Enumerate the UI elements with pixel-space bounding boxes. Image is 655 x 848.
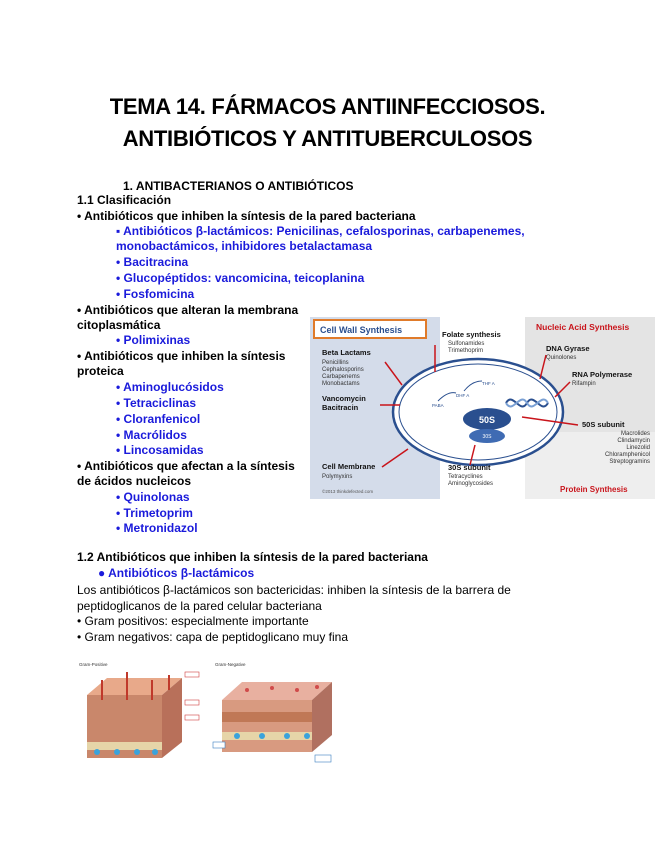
cat4-heading-l1: • Antibióticos que afectan a la síntesis xyxy=(77,459,295,473)
cat4-item: • Metronidazol xyxy=(116,521,198,535)
gram-neg-peptidoglycan xyxy=(222,712,312,722)
cat2-heading-l1: • Antibióticos que alteran la membrana xyxy=(77,303,299,317)
beta-item: Penicillins xyxy=(322,360,349,366)
folate-label: Folate synthesis xyxy=(442,330,501,339)
gram-negative-text: • Gram negativos: capa de peptidoglicano muy fina xyxy=(77,630,349,644)
section12-para-l2: peptidoglicanos de la pared celular bacteriana xyxy=(77,599,322,613)
polymyxins-label: Polymyxins xyxy=(322,474,353,480)
rna-pol-label: RNA Polymerase xyxy=(572,370,633,379)
cat1-item-betalactam-l1: ▪ Antibióticos β-lactámicos: Penicilinas, cefalosporinas, carbapenemes, xyxy=(116,224,525,238)
beta-lactams-label: Beta Lactams xyxy=(322,348,371,357)
cat1-item-bacitracina: • Bacitracina xyxy=(116,255,189,269)
antibiotic-targets-diagram xyxy=(310,317,655,499)
gram-neg-front xyxy=(222,700,312,752)
quinolones-label: Quinolones xyxy=(546,355,577,361)
bacitracin-label: Bacitracin xyxy=(322,403,359,412)
s50-item: Macrolides xyxy=(620,431,650,437)
folate-item: Trimethoprim xyxy=(448,348,484,354)
vancomycin-label: Vancomycin xyxy=(322,394,366,403)
gram-positive-label: Gram-Positive xyxy=(79,662,108,667)
cat3-heading-l2: proteica xyxy=(77,364,124,378)
cat2-heading-l2: citoplasmática xyxy=(77,318,161,332)
cat4-heading-l2: de ácidos nucleicos xyxy=(77,474,192,488)
cat1-heading: • Antibióticos que inhiben la síntesis de la pared bacteriana xyxy=(77,209,416,223)
cat4-item: • Trimetoprim xyxy=(116,506,193,520)
gram-negative-label: Gram-Negative xyxy=(215,662,246,667)
s50-item: Clindamycin xyxy=(617,438,650,444)
gram-pos-membrane xyxy=(87,742,162,750)
cat3-item: • Cloranfenicol xyxy=(116,412,201,426)
cell-wall-title: Cell Wall Synthesis xyxy=(320,325,403,335)
nucleic-title: Nucleic Acid Synthesis xyxy=(536,322,630,332)
s30-subunit-label: 30S subunit xyxy=(448,463,491,472)
section1-sub: 1.1 Clasificación xyxy=(77,193,172,207)
cell-wall-comparison-diagram xyxy=(77,660,337,765)
cat3-item: • Macrólidos xyxy=(116,428,187,442)
cell-membrane-label: Cell Membrane xyxy=(322,462,376,471)
cat3-item: • Aminoglucósidos xyxy=(116,380,224,394)
page-title-line2: ANTIBIÓTICOS Y ANTITUBERCULOSOS xyxy=(122,126,533,151)
cat3-item: • Lincosamidas xyxy=(116,443,204,457)
folate-item: Sulfonamides xyxy=(448,341,485,347)
beta-item: Carbapenems xyxy=(322,374,360,380)
cat3-heading-l1: • Antibióticos que inhiben la síntesis xyxy=(77,349,286,363)
label-box xyxy=(185,715,199,720)
protein-synthesis-title: Protein Synthesis xyxy=(560,485,628,494)
beta-item: Monobactams xyxy=(322,381,360,387)
cat3-item: • Tetraciclinas xyxy=(116,396,197,410)
s50-item: Streptogramins xyxy=(609,459,650,465)
cat4-item: • Quinolonas xyxy=(116,490,190,504)
rifampin-label: Rifampin xyxy=(572,381,596,387)
section12-para-l1: Los antibióticos β-lactámicos son bactericidas: inhiben la síntesis de la barrera de xyxy=(77,583,511,597)
s50-item: Chloramphenicol xyxy=(604,452,650,458)
s50-text: 50S xyxy=(478,415,496,425)
credit: ©2013 thinkdefected.com xyxy=(322,489,374,494)
dhfa: DHF A xyxy=(456,393,470,398)
s50-item: Linezolid xyxy=(626,445,650,451)
s30-text: 30S xyxy=(482,434,492,440)
label-box xyxy=(213,742,225,748)
label-box xyxy=(185,672,199,677)
section12-bullet: ● Antibióticos β-lactámicos xyxy=(98,566,255,580)
gram-positive-text: • Gram positivos: especialmente importante xyxy=(77,614,309,628)
page-title-line1: TEMA 14. FÁRMACOS ANTIINFECCIOSOS. xyxy=(109,94,546,119)
section1-heading: 1. ANTIBACTERIANOS O ANTIBIÓTICOS xyxy=(123,179,354,193)
beta-item: Cephalosporins xyxy=(322,367,364,373)
s30-item: Tetracyclines xyxy=(448,474,483,480)
cat1-item-fosfomicina: • Fosfomicina xyxy=(116,287,195,301)
cat1-item-glucopeptidos: • Glucopéptidos: vancomicina, teicoplanina xyxy=(116,271,365,285)
s30-item: Aminoglycosides xyxy=(448,481,494,487)
cat1-item-betalactam-l2: monobactámicos, inhibidores betalactamasa xyxy=(116,239,373,253)
dna-gyrase-label: DNA Gyrase xyxy=(546,344,590,353)
s50-subunit-label: 50S subunit xyxy=(582,420,625,429)
section12-heading: 1.2 Antibióticos que inhiben la síntesis de la pared bacteriana xyxy=(77,550,428,564)
label-box xyxy=(185,700,199,705)
thfa: THF A xyxy=(482,381,495,386)
label-box xyxy=(315,755,331,762)
cat2-item-polimixinas: • Polimixinas xyxy=(116,333,191,347)
paba: PABA xyxy=(432,403,444,408)
